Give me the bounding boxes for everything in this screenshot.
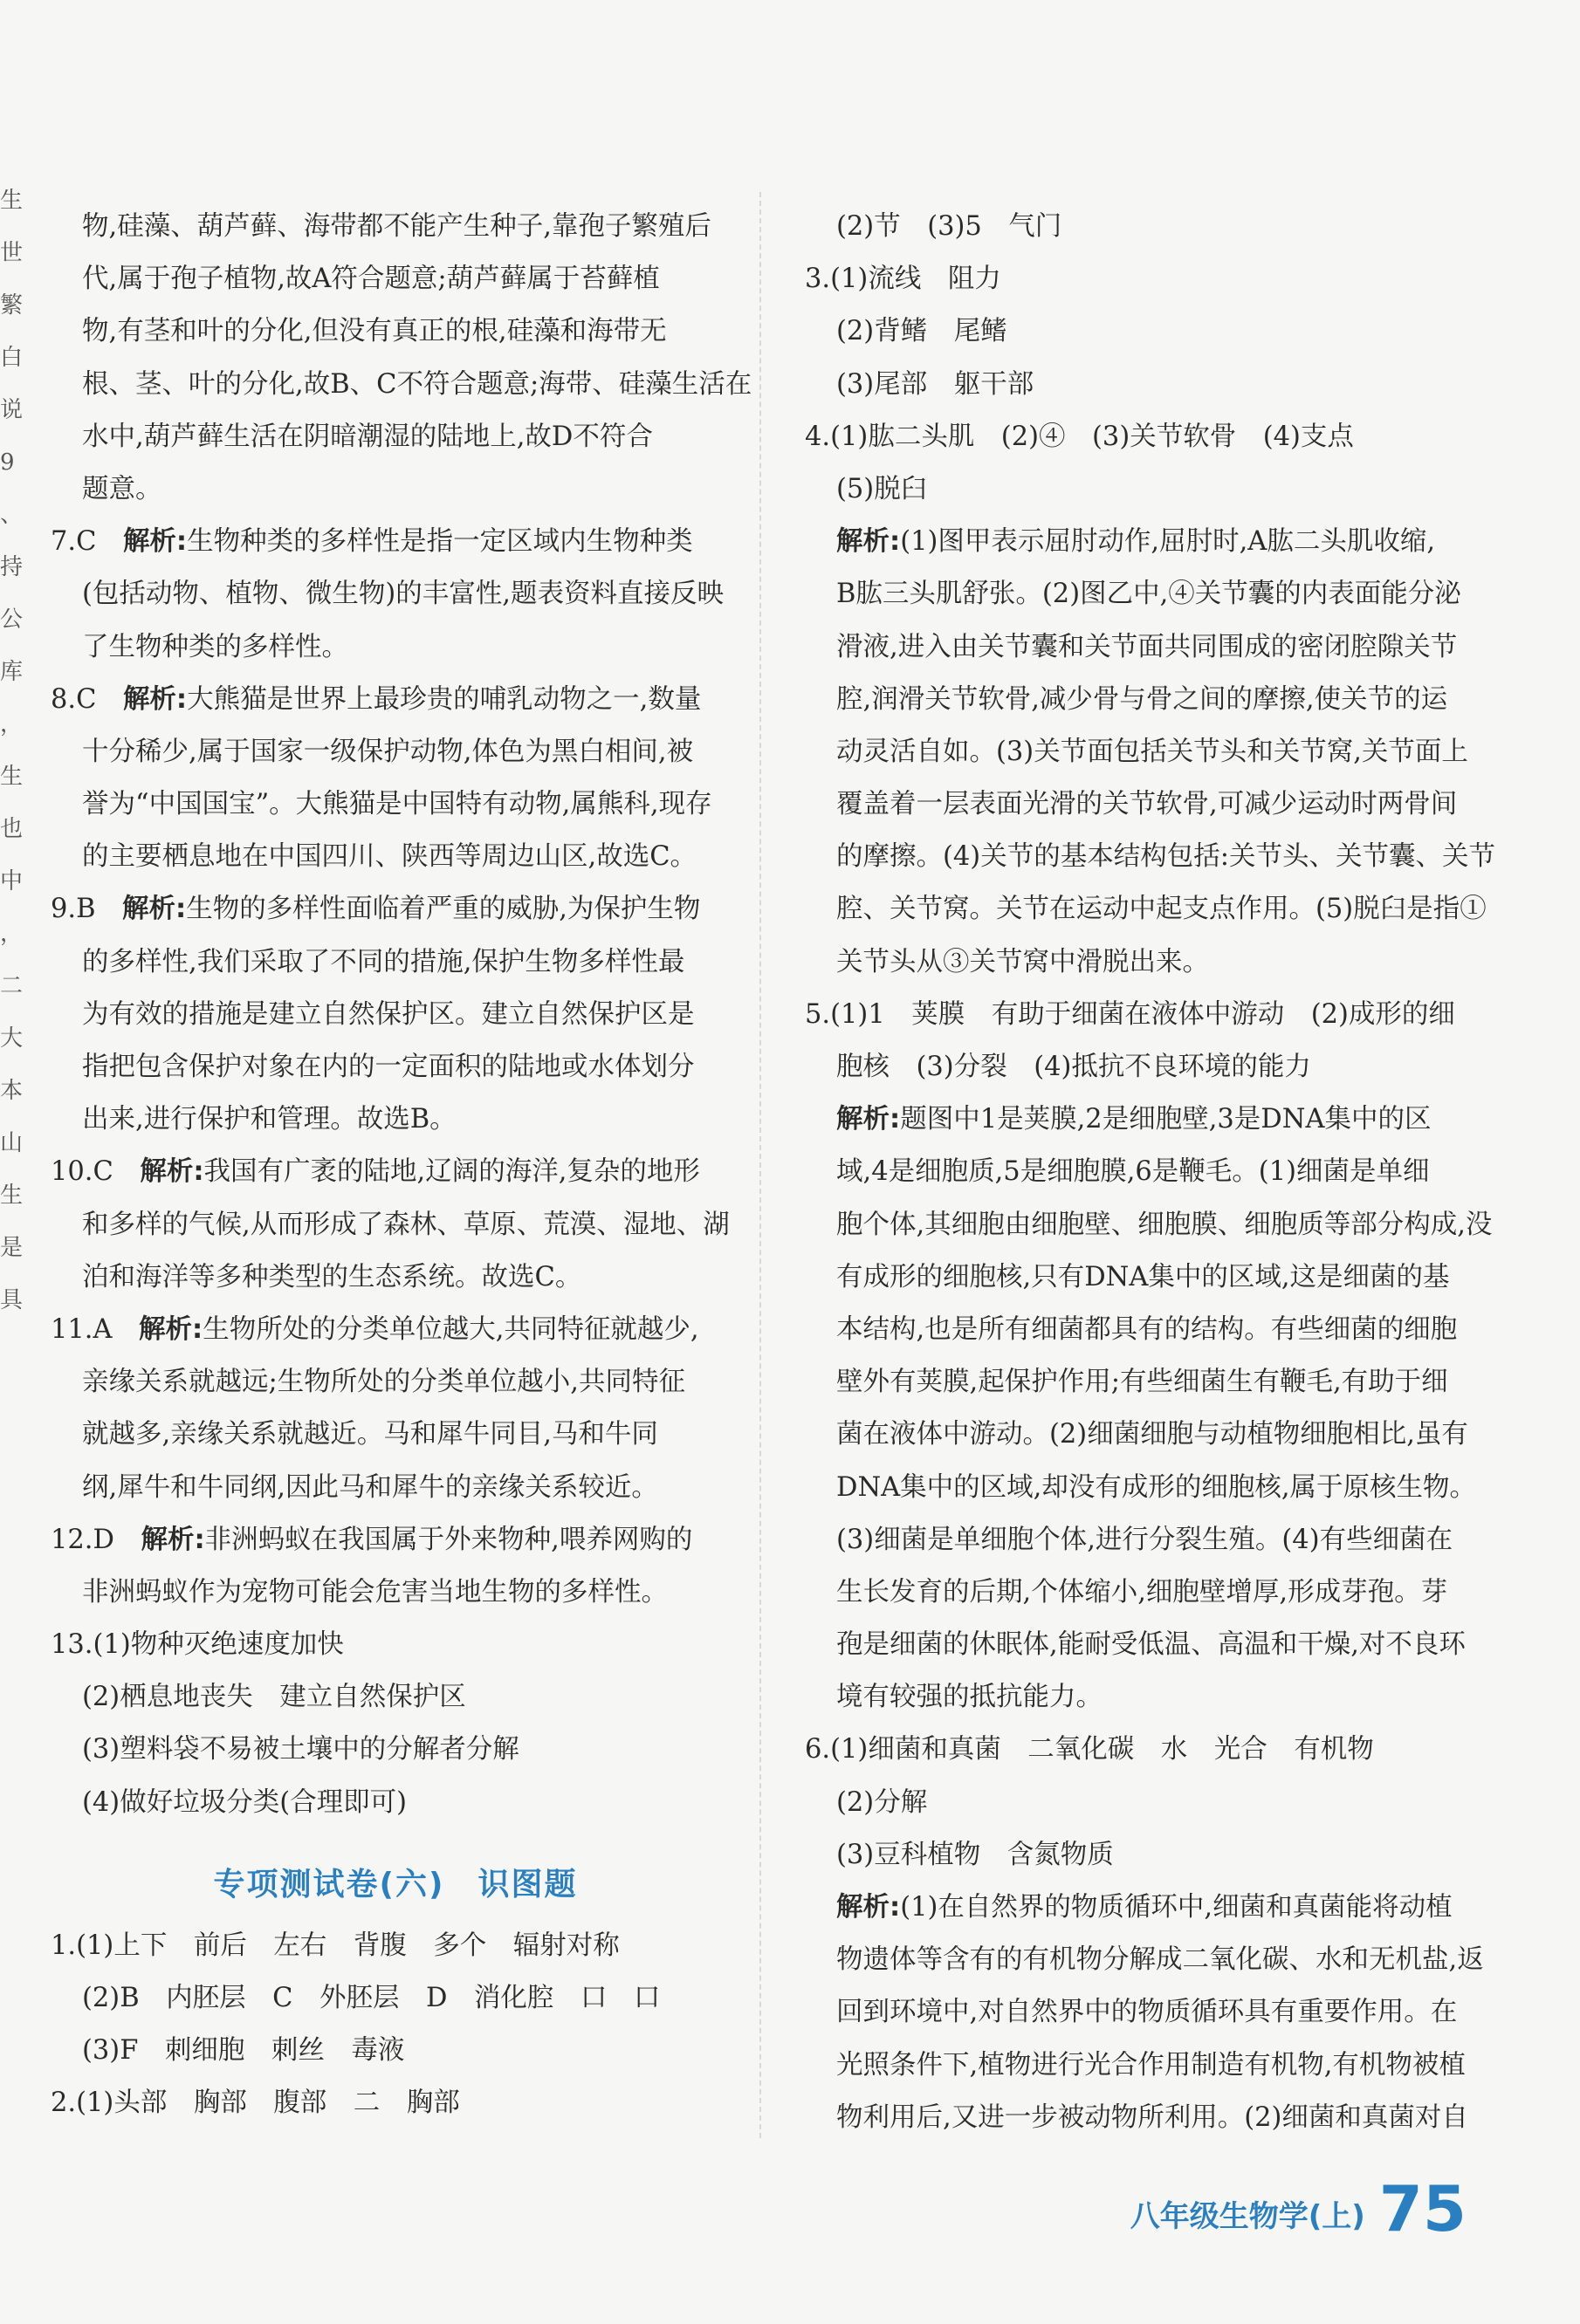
text-line bbox=[805, 1462, 1477, 1514]
text-line bbox=[51, 1777, 740, 1829]
text-line bbox=[51, 989, 740, 1041]
text-line bbox=[805, 1146, 1468, 1198]
edge-fragment: 公 bbox=[0, 607, 24, 633]
line-text: 泊和海洋等多种类型的生态系统。故选C。 bbox=[82, 1261, 582, 1292]
text-line bbox=[805, 1041, 1468, 1093]
line-text: (2)栖息地丧失 建立自然保护区 bbox=[82, 1682, 466, 1713]
analysis-label: 解析: bbox=[122, 894, 187, 925]
line-text: 生物的多样性面临着严重的威胁,为保护生物 bbox=[186, 894, 701, 925]
text-line bbox=[51, 463, 740, 516]
edge-fragment: 是 bbox=[0, 1235, 24, 1261]
question-number: 4. bbox=[805, 421, 831, 452]
left-column bbox=[51, 201, 752, 2130]
text-line bbox=[805, 305, 1468, 358]
question-number: 1. bbox=[51, 1930, 77, 1961]
edge-fragment: 中 bbox=[0, 868, 24, 895]
line-text: (1)物种灭绝速度加快 bbox=[93, 1629, 344, 1661]
edge-fragment: 大 bbox=[0, 1025, 24, 1052]
text-line bbox=[51, 726, 740, 778]
question-number: 7.C bbox=[51, 526, 97, 558]
edge-fragment: 生 bbox=[0, 764, 24, 790]
line-text: 题意。 bbox=[82, 473, 162, 504]
text-line bbox=[805, 1409, 1468, 1461]
line-text: 物,有茎和叶的分化,但没有真正的根,硅藻和海带无 bbox=[82, 316, 667, 347]
line-text: 生物种类的多样性是指一定区域内生物种类 bbox=[187, 526, 693, 558]
edge-fragment: 世 bbox=[0, 240, 24, 266]
line-text: 本结构,也是所有细菌都具有的结构。有些细菌的细胞 bbox=[836, 1313, 1458, 1345]
edge-fragment: ， bbox=[0, 921, 24, 947]
line-text: 有成形的细胞核,只有DNA集中的区域,这是细菌的基 bbox=[836, 1261, 1450, 1292]
text-line bbox=[805, 1356, 1468, 1409]
left-answer-list bbox=[51, 201, 752, 1829]
text-line bbox=[805, 516, 1468, 568]
line-text: 十分稀少,属于国家一级保护动物,体色为黑白相间,被 bbox=[82, 736, 694, 767]
edge-fragment: 本 bbox=[0, 1078, 24, 1104]
text-line bbox=[805, 2039, 1468, 2092]
text-line bbox=[805, 621, 1468, 674]
text-line bbox=[805, 1724, 1468, 1776]
text-line bbox=[51, 1409, 740, 1461]
analysis-label: 解析: bbox=[122, 683, 188, 715]
edge-fragment: 二 bbox=[0, 973, 24, 999]
line-text: (1)流线 阻力 bbox=[830, 264, 1001, 295]
line-text: (1)在自然界的物质循环中,细菌和真菌能将动植 bbox=[900, 1892, 1453, 1923]
line-text: 胞个体,其细胞由细胞壁、细胞膜、细胞质等部分构成,没 bbox=[836, 1209, 1493, 1240]
line-text: 出来,进行保护和管理。故选B。 bbox=[82, 1104, 457, 1135]
text-line bbox=[51, 305, 740, 358]
line-text: (2)背鳍 尾鳍 bbox=[836, 316, 1007, 347]
line-text: 的多样性,我们采取了不同的措施,保护生物多样性最 bbox=[82, 946, 685, 977]
line-text: (1)1 荚膜 有助于细菌在液体中游动 (2)成形的细 bbox=[830, 998, 1455, 1030]
text-line bbox=[805, 1882, 1468, 1934]
edge-fragment: 持 bbox=[0, 554, 24, 580]
text-line bbox=[51, 936, 740, 989]
question-number: 11.A bbox=[51, 1313, 113, 1345]
text-line bbox=[805, 989, 1468, 1041]
text-line bbox=[805, 778, 1468, 831]
text-line bbox=[805, 1251, 1468, 1304]
line-text: 代,属于孢子植物,故A符合题意;葫芦藓属于苔藓植 bbox=[82, 264, 660, 295]
question-number: 8.C bbox=[51, 683, 97, 715]
text-line bbox=[805, 201, 1468, 253]
text-line bbox=[51, 778, 740, 831]
line-text: 腔、关节窝。关节在运动中起支点作用。(5)脱臼是指① bbox=[836, 894, 1487, 925]
line-text: (3)细菌是单细胞个体,进行分裂生殖。(4)有些细菌在 bbox=[836, 1524, 1453, 1555]
column-divider bbox=[759, 192, 761, 2138]
left-after-title-list bbox=[51, 1920, 740, 2130]
line-text: 就越多,亲缘关系就越近。马和犀牛同目,马和牛同 bbox=[82, 1419, 658, 1450]
left-edge-fragments bbox=[0, 175, 24, 2182]
line-text: (2)分解 bbox=[836, 1786, 928, 1818]
right-column bbox=[805, 201, 1495, 2144]
text-line bbox=[805, 1199, 1493, 1251]
text-line bbox=[51, 1251, 740, 1304]
text-line bbox=[51, 1304, 740, 1356]
line-text: 滑液,进入由关节囊和关节面共同围成的密闭腔隙关节 bbox=[836, 631, 1458, 662]
edge-fragment: 、 bbox=[0, 502, 24, 528]
text-line bbox=[51, 516, 740, 568]
text-line bbox=[805, 411, 1468, 463]
text-line bbox=[805, 1777, 1468, 1829]
edge-fragment: 9 bbox=[0, 449, 15, 476]
line-text: 水中,葫芦藓生活在阴暗潮湿的陆地上,故D不符合 bbox=[82, 421, 653, 452]
question-number: 2. bbox=[51, 2087, 77, 2119]
text-line bbox=[805, 936, 1468, 989]
line-text: (3)尾部 躯干部 bbox=[836, 368, 1034, 400]
page-footer bbox=[1130, 2172, 1467, 2245]
text-line bbox=[51, 1199, 740, 1251]
line-text: (3)豆科植物 含氮物质 bbox=[836, 1839, 1114, 1870]
question-number: 10.C bbox=[51, 1156, 113, 1188]
line-text: 的主要栖息地在中国四川、陕西等周边山区,故选C。 bbox=[82, 841, 697, 873]
line-text: 非洲蚂蚁在我国属于外来物种,喂养网购的 bbox=[204, 1524, 693, 1555]
text-line bbox=[51, 411, 740, 463]
text-line bbox=[51, 253, 740, 305]
footer-book-title: 八年级生物学(上) bbox=[1130, 2199, 1365, 2234]
line-text: 回到环境中,对自然界中的物质循环具有重要作用。在 bbox=[836, 1997, 1458, 2028]
question-number: 6. bbox=[805, 1734, 831, 1765]
question-number: 13. bbox=[51, 1629, 93, 1661]
text-line bbox=[51, 1671, 740, 1724]
text-line bbox=[51, 1972, 740, 2025]
edge-fragment: 山 bbox=[0, 1130, 24, 1156]
text-line bbox=[805, 1986, 1468, 2039]
analysis-label: 解析: bbox=[139, 1313, 203, 1345]
text-line bbox=[805, 831, 1495, 883]
line-text: 物遗体等含有的有机物分解成二氧化碳、水和无机盐,返 bbox=[836, 1944, 1484, 1976]
text-line bbox=[805, 726, 1468, 778]
line-text: 非洲蚂蚁作为宠物可能会危害当地生物的多样性。 bbox=[82, 1576, 668, 1608]
text-line bbox=[51, 1462, 740, 1514]
line-text: 腔,润滑关节软骨,减少骨与骨之间的摩擦,使关节的运 bbox=[836, 683, 1448, 715]
text-line bbox=[51, 1093, 740, 1146]
text-line bbox=[51, 831, 740, 883]
line-text: (包括动物、植物、微生物)的丰富性,题表资料直接反映 bbox=[82, 579, 724, 610]
line-text: 生物所处的分类单位越大,共同特征就越少, bbox=[203, 1313, 699, 1345]
line-text: 了生物种类的多样性。 bbox=[82, 631, 348, 662]
line-text: 菌在液体中游动。(2)细菌细胞与动植物细胞相比,虽有 bbox=[836, 1419, 1468, 1450]
analysis-label: 解析: bbox=[836, 1892, 901, 1923]
text-line bbox=[51, 1146, 740, 1198]
line-text: 物利用后,又进一步被动物所利用。(2)细菌和真菌对自 bbox=[836, 2101, 1468, 2133]
text-line bbox=[51, 1619, 740, 1671]
analysis-label: 解析: bbox=[141, 1524, 205, 1555]
text-line bbox=[805, 1304, 1468, 1356]
text-line bbox=[805, 359, 1468, 411]
text-line bbox=[805, 463, 1468, 516]
analysis-label: 解析: bbox=[836, 1104, 901, 1135]
text-line bbox=[51, 1724, 740, 1776]
question-number: 9.B bbox=[51, 894, 96, 925]
edge-fragment: 白 bbox=[0, 345, 24, 371]
analysis-label: 解析: bbox=[836, 526, 901, 558]
edge-fragment: ， bbox=[0, 711, 24, 737]
line-text: 大熊猫是世界上最珍贵的哺乳动物之一,数量 bbox=[187, 683, 702, 715]
line-text: 光照条件下,植物进行光合作用制造有机物,有机物被植 bbox=[836, 2049, 1466, 2081]
line-text: 根、茎、叶的分化,故B、C不符合题意;海带、硅藻生活在 bbox=[82, 368, 752, 400]
text-line bbox=[805, 253, 1468, 305]
text-line bbox=[51, 1041, 740, 1093]
line-text: 和多样的气候,从而形成了森林、草原、荒漠、湿地、湖 bbox=[82, 1209, 730, 1240]
line-text: (1)图甲表示屈肘动作,屈肘时,A肱二头肌收缩, bbox=[900, 526, 1436, 558]
text-line bbox=[51, 359, 752, 411]
page-number: 75 bbox=[1378, 2172, 1467, 2245]
line-text: 亲缘关系就越远;生物所处的分类单位越小,共同特征 bbox=[82, 1367, 685, 1398]
line-text: 纲,犀牛和牛同纲,因此马和犀牛的亲缘关系较近。 bbox=[82, 1471, 658, 1503]
line-text: (3)塑料袋不易被土壤中的分解者分解 bbox=[82, 1734, 519, 1765]
line-text: (1)上下 前后 左右 背腹 多个 辐射对称 bbox=[76, 1930, 620, 1961]
line-text: (5)脱臼 bbox=[836, 473, 928, 504]
question-number: 3. bbox=[805, 264, 831, 295]
line-text: B肱三头肌舒张。(2)图乙中,④关节囊的内表面能分泌 bbox=[836, 579, 1461, 610]
edge-fragment: 繁 bbox=[0, 292, 24, 319]
edge-fragment: 库 bbox=[0, 659, 24, 685]
line-text: 生长发育的后期,个体缩小,细胞壁增厚,形成芽孢。芽 bbox=[836, 1576, 1448, 1608]
line-text: 胞核 (3)分裂 (4)抵抗不良环境的能力 bbox=[836, 1052, 1311, 1082]
line-text: (2)节 (3)5 气门 bbox=[836, 211, 1062, 242]
text-line bbox=[51, 1514, 740, 1566]
text-line bbox=[51, 674, 740, 726]
text-line bbox=[805, 1566, 1468, 1619]
line-text: 壁外有荚膜,起保护作用;有些细菌生有鞭毛,有助于细 bbox=[836, 1367, 1448, 1398]
text-line bbox=[51, 621, 740, 674]
line-text: 域,4是细胞质,5是细胞膜,6是鞭毛。(1)细菌是单细 bbox=[836, 1156, 1430, 1188]
edge-fragment: 说 bbox=[0, 397, 24, 423]
text-line bbox=[805, 1093, 1468, 1146]
text-line bbox=[805, 2092, 1468, 2144]
text-line bbox=[805, 568, 1468, 620]
edge-fragment: 也 bbox=[0, 816, 24, 842]
text-line bbox=[51, 2077, 740, 2129]
line-text: (1)头部 胸部 腹部 二 胸部 bbox=[76, 2087, 460, 2119]
right-answer-list bbox=[805, 201, 1495, 2144]
text-line bbox=[805, 1514, 1468, 1566]
line-text: 的摩擦。(4)关节的基本结构包括:关节头、关节囊、关节 bbox=[836, 841, 1495, 873]
line-text: (3)F 刺细胞 刺丝 毒液 bbox=[82, 2035, 405, 2067]
analysis-label: 解析: bbox=[140, 1156, 204, 1188]
line-text: 题图中1是荚膜,2是细胞壁,3是DNA集中的区 bbox=[900, 1104, 1432, 1135]
text-line bbox=[805, 1934, 1484, 1986]
text-line bbox=[805, 674, 1468, 726]
line-text: 动灵活自如。(3)关节面包括关节头和关节窝,关节面上 bbox=[836, 736, 1468, 767]
section-title: 专项测试卷(六) 识图题 bbox=[213, 1866, 578, 1902]
text-line bbox=[51, 568, 740, 620]
text-line bbox=[805, 883, 1487, 936]
text-line bbox=[805, 1671, 1468, 1724]
edge-fragment: 具 bbox=[0, 1287, 24, 1313]
line-text: DNA集中的区域,却没有成形的细胞核,属于原核生物。 bbox=[836, 1471, 1477, 1503]
text-line bbox=[51, 1356, 740, 1409]
analysis-label: 解析: bbox=[122, 526, 188, 558]
text-line bbox=[51, 1566, 740, 1619]
line-text: (2)B 内胚层 C 外胚层 D 消化腔 口 口 bbox=[82, 1983, 661, 2013]
text-line bbox=[51, 883, 740, 936]
line-text: 为有效的措施是建立自然保护区。建立自然保护区是 bbox=[82, 998, 695, 1030]
line-text: 关节头从③关节窝中滑脱出来。 bbox=[836, 946, 1209, 977]
text-line bbox=[51, 201, 740, 253]
line-text: 孢是细菌的休眠体,能耐受低温、高温和干燥,对不良环 bbox=[836, 1629, 1466, 1661]
line-text: 指把包含保护对象在内的一定面积的陆地或水体划分 bbox=[82, 1052, 695, 1082]
line-text: 境有较强的抵抗能力。 bbox=[836, 1682, 1103, 1713]
text-line bbox=[51, 1920, 740, 1972]
text-line bbox=[51, 2025, 740, 2077]
edge-fragment: 生 bbox=[0, 1183, 24, 1209]
line-text: 物,硅藻、葫芦藓、海带都不能产生种子,靠孢子繁殖后 bbox=[82, 211, 711, 242]
question-number: 5. bbox=[805, 998, 831, 1030]
text-line bbox=[805, 1829, 1468, 1882]
edge-fragment: 生 bbox=[0, 188, 24, 214]
question-number: 12.D bbox=[51, 1524, 114, 1555]
text-line bbox=[805, 1619, 1468, 1671]
line-text: 誉为“中国国宝”。大熊猫是中国特有动物,属熊科,现存 bbox=[82, 789, 712, 820]
line-text: (1)肱二头肌 (2)④ (3)关节软骨 (4)支点 bbox=[830, 421, 1354, 452]
line-text: 覆盖着一层表面光滑的关节软骨,可减少运动时两骨间 bbox=[836, 789, 1458, 820]
line-text: (1)细菌和真菌 二氧化碳 水 光合 有机物 bbox=[830, 1734, 1374, 1765]
line-text: 我国有广袤的陆地,辽阔的海洋,复杂的地形 bbox=[203, 1156, 700, 1188]
line-text: (4)做好垃圾分类(合理即可) bbox=[82, 1786, 408, 1818]
